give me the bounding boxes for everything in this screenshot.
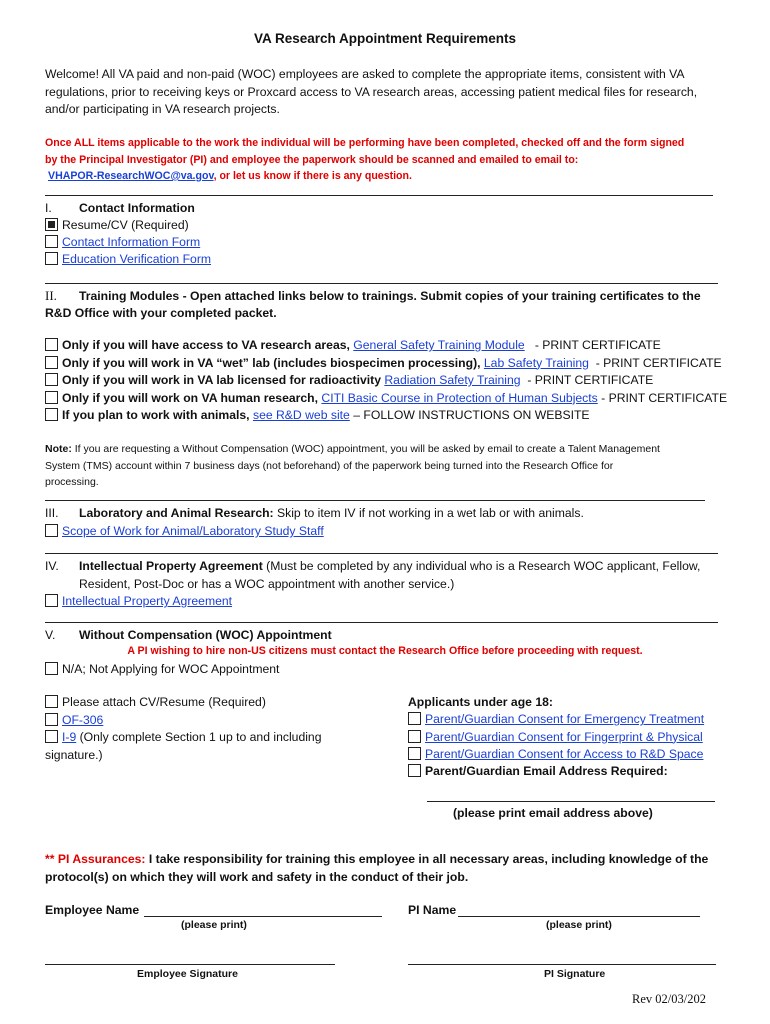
section-5-heading	[45, 628, 332, 642]
training-checkbox[interactable]	[45, 408, 58, 421]
page-title: VA Research Appointment Requirements	[253, 31, 517, 46]
pi-signature-field[interactable]	[408, 964, 716, 965]
guardian-email-label: Parent/Guardian Email Address Required:	[425, 764, 668, 779]
checklist-item	[45, 524, 324, 538]
employee-name-field[interactable]	[144, 916, 382, 917]
section-number: I.	[45, 201, 52, 215]
pi-name-label: PI Name	[408, 903, 457, 917]
please-print-caption: (please print)	[546, 919, 612, 931]
divider	[45, 622, 718, 623]
checklist-item	[45, 218, 189, 232]
fingerprint-physical-consent-link[interactable]: Parent/Guardian Consent for Fingerprint & Physical	[425, 729, 703, 744]
divider	[45, 195, 713, 196]
i-9-link[interactable]: I-9	[62, 730, 77, 744]
non-us-citizen-warning: A PI wishing to hire non-US citizens must contact the Research Office before proceeding with request.	[127, 645, 643, 657]
section-title: R&D Office with your completed packet.	[45, 306, 277, 320]
emergency-treatment-consent-link[interactable]: Parent/Guardian Consent for Emergency Treatment	[425, 712, 705, 727]
training-condition: Only if you will work in VA lab licensed for radioactivity	[62, 373, 385, 387]
under-18-heading: Applicants under age 18:	[408, 695, 553, 709]
checklist-label: (Only complete Section 1 up to and including	[76, 730, 322, 744]
radiation-safety-training-link[interactable]: Radiation Safety Training	[384, 373, 521, 387]
checklist-item	[45, 252, 211, 266]
training-item	[45, 390, 727, 408]
note-text: processing.	[45, 476, 99, 488]
intellectual-property-agreement-link[interactable]: Intellectual Property Agreement	[62, 594, 233, 608]
section-3-heading	[45, 506, 584, 520]
pi-assurances-label: ** PI Assurances:	[45, 852, 146, 866]
divider	[45, 500, 705, 501]
research-email-link[interactable]: VHAPOR-ResearchWOC@va.gov	[48, 170, 214, 182]
training-note: - PRINT CERTIFICATE	[597, 390, 728, 405]
checklist-item	[45, 594, 232, 608]
training-item	[45, 407, 727, 425]
notice-line: Once ALL items applicable to the work the individual will be performing have been completed, checked off and the form signed	[45, 137, 685, 149]
training-note: - PRINT CERTIFICATE	[524, 338, 661, 352]
section-title: Laboratory and Animal Research:	[79, 506, 274, 520]
training-item	[45, 355, 727, 373]
welcome-line: and/or participating in VA research projects.	[45, 102, 280, 116]
citi-human-subjects-link[interactable]: CITI Basic Course in Protection of Human Subjects	[321, 390, 598, 405]
divider	[45, 553, 718, 554]
training-condition: If you plan to work with animals,	[62, 408, 253, 422]
section-title: Without Compensation (WOC) Appointment	[79, 628, 332, 642]
revision-label: Rev 02/03/202	[632, 992, 706, 1006]
checklist-label: N/A; Not Applying for WOC Appointment	[62, 662, 280, 676]
section-description: Skip to item IV if not working in a wet lab or with animals.	[273, 506, 584, 520]
section-4-heading	[45, 558, 700, 593]
general-safety-training-link[interactable]: General Safety Training Module	[353, 338, 525, 352]
note-text: If you are requesting a Without Compensation (WOC) appointment, you will be asked by email to create a Talent Management	[71, 443, 660, 455]
training-checkbox[interactable]	[45, 391, 58, 404]
pi-name-field[interactable]	[458, 916, 700, 917]
note-label: Note:	[45, 443, 72, 455]
guardian-email-checkbox[interactable]	[408, 764, 421, 777]
section-number: III.	[45, 506, 59, 520]
guardian-consent-checkbox[interactable]	[408, 712, 421, 725]
guardian-email-field[interactable]	[427, 801, 715, 802]
section-title: Training Modules - Open attached links below to trainings. Submit copies of your training certificates to the	[79, 289, 701, 303]
education-form-checkbox[interactable]	[45, 252, 58, 265]
contact-form-checkbox[interactable]	[45, 235, 58, 248]
woc-note	[45, 441, 660, 491]
welcome-paragraph	[45, 66, 697, 119]
checklist-item	[45, 235, 200, 249]
section-title: Intellectual Property Agreement	[79, 559, 263, 573]
pi-signature-label: PI Signature	[544, 968, 606, 980]
rd-space-access-consent-link[interactable]: Parent/Guardian Consent for Access to R&D Space	[425, 746, 704, 761]
training-note: – FOLLOW INSTRUCTIONS ON WEBSITE	[349, 408, 590, 422]
training-checkbox[interactable]	[45, 373, 58, 386]
guardian-consent-checkbox[interactable]	[408, 730, 421, 743]
submission-notice	[45, 135, 684, 185]
section-number: IV.	[45, 559, 59, 573]
checklist-item	[45, 662, 279, 676]
lab-safety-training-link[interactable]: Lab Safety Training	[483, 355, 589, 370]
employee-signature-label: Employee Signature	[137, 968, 238, 980]
of-306-link[interactable]: OF-306	[62, 712, 104, 727]
training-item	[45, 372, 727, 390]
divider	[45, 283, 718, 284]
rd-web-site-link[interactable]: see R&D web site	[252, 408, 350, 422]
training-list	[45, 337, 727, 425]
training-condition: Only if you will have access to VA research areas,	[62, 338, 354, 352]
cv-resume-checkbox[interactable]	[45, 695, 58, 708]
section-2-heading	[45, 287, 701, 322]
scope-of-work-checkbox[interactable]	[45, 524, 58, 537]
education-verification-form-link[interactable]: Education Verification Form	[62, 252, 212, 266]
section-number: V.	[45, 628, 56, 642]
notice-line: by the Principal Investigator (PI) and employee the paperwork should be scanned and emailed to email to:	[45, 153, 579, 166]
pi-assurances-text: protocol(s) on which they will work and safety in the conduct of their job.	[45, 870, 469, 884]
training-item	[45, 337, 727, 355]
ip-agreement-checkbox[interactable]	[45, 594, 58, 607]
training-note: - PRINT CERTIFICATE	[520, 373, 654, 387]
i9-checkbox[interactable]	[45, 730, 58, 743]
pi-assurances-text: I take responsibility for training this employee in all necessary areas, including knowledge of the	[145, 852, 709, 866]
section-1-heading	[45, 201, 195, 215]
na-woc-checkbox[interactable]	[45, 662, 58, 675]
woc-documents	[45, 694, 321, 764]
resume-checkbox[interactable]	[45, 218, 58, 231]
section-number: II.	[45, 288, 57, 303]
guardian-consent-checkbox[interactable]	[408, 747, 421, 760]
section-description: (Must be completed by any individual who is a Research WOC applicant, Fellow,	[262, 559, 701, 573]
training-checkbox[interactable]	[45, 356, 58, 369]
checklist-label: signature.)	[45, 747, 103, 762]
training-condition: Only if you will work in VA “wet” lab (includes biospecimen processing),	[62, 355, 484, 370]
please-print-caption: (please print)	[181, 919, 247, 931]
employee-name-label: Employee Name	[45, 903, 140, 917]
email-caption: (please print email address above)	[453, 806, 653, 820]
under-18-documents	[408, 694, 704, 780]
training-condition: Only if you will work on VA human research,	[62, 390, 322, 405]
welcome-line: regulations, prior to receiving keys or Proxcard access to VA research areas, accessing patient medical files for research,	[45, 84, 698, 99]
of306-checkbox[interactable]	[45, 713, 58, 726]
checklist-label: Resume/CV (Required)	[62, 218, 189, 232]
training-checkbox[interactable]	[45, 338, 58, 351]
pi-assurances	[45, 850, 708, 886]
training-note: - PRINT CERTIFICATE	[588, 355, 722, 370]
scope-of-work-link[interactable]: Scope of Work for Animal/Laboratory Study Staff	[62, 524, 324, 538]
note-text: System (TMS) account within 7 business days (not beforehand) of the paperwork being turned into the Research Office for	[45, 459, 614, 472]
section-description: Resident, Post-Doc or has a WOC appointment with another service.)	[79, 576, 455, 591]
checklist-label: Please attach CV/Resume (Required)	[62, 695, 266, 709]
notice-line: , or let us know if there is any question.	[213, 170, 412, 182]
contact-information-form-link[interactable]: Contact Information Form	[62, 235, 201, 249]
employee-signature-field[interactable]	[45, 964, 335, 965]
section-title: Contact Information	[79, 201, 195, 215]
welcome-line: Welcome! All VA paid and non-paid (WOC) employees are asked to complete the appropriate items, consistent with VA	[45, 67, 685, 81]
